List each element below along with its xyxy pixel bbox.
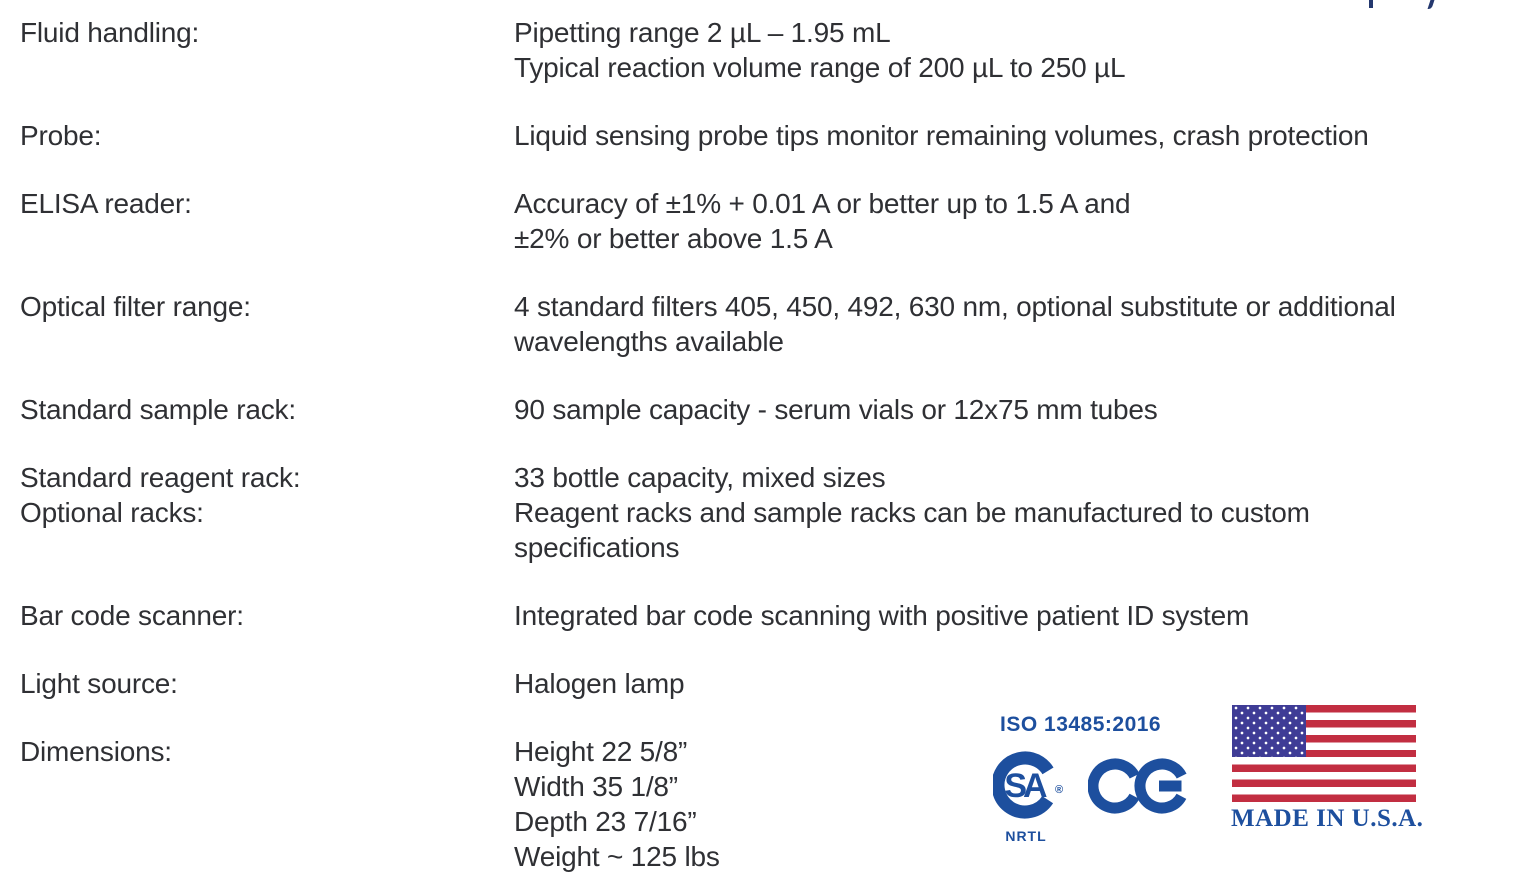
cropped-text-fragment: [1369, 0, 1373, 8]
spec-value: 90 sample capacity - serum vials or 12x75 mm tubes: [514, 394, 1158, 425]
cropped-text-fragment: [1428, 0, 1435, 9]
spec-label: ELISA reader:: [20, 188, 192, 219]
registered-trademark-icon: ®: [1055, 784, 1063, 796]
csa-nrtl-icon: [993, 745, 1063, 845]
spec-label: Dimensions:: [20, 736, 172, 767]
us-flag-icon: [1232, 705, 1416, 802]
spec-label: Standard reagent rack:: [20, 462, 301, 493]
nrtl-label: NRTL: [1005, 828, 1047, 844]
spec-value: Typical reaction volume range of 200 µL to 250 µL: [514, 52, 1126, 83]
spec-row: [0, 598, 1531, 633]
spec-value: Halogen lamp: [514, 668, 685, 699]
spec-value: ±2% or better above 1.5 A: [514, 223, 833, 254]
spec-label: Fluid handling:: [20, 17, 200, 48]
spec-value: Liquid sensing probe tips monitor remaining volumes, crash protection: [514, 120, 1369, 151]
spec-value: Integrated bar code scanning with positive patient ID system: [514, 600, 1250, 631]
made-in-usa-label: MADE IN U.S.A.: [1231, 805, 1424, 832]
spec-label: Light source:: [20, 668, 178, 699]
spec-value: Reagent racks and sample racks can be manufactured to custom: [514, 497, 1310, 528]
spec-value: Depth 23 7/16”: [514, 806, 697, 837]
spec-value: Weight ~ 125 lbs: [514, 841, 720, 872]
csa-monogram: SA: [1004, 767, 1044, 805]
spec-row: [0, 15, 1531, 85]
spec-row: [0, 666, 1531, 701]
certification-logos: [985, 700, 1435, 860]
iso-13485-label: ISO 13485:2016: [1000, 713, 1162, 736]
spec-row: [0, 186, 1531, 256]
spec-row: [0, 392, 1531, 427]
spec-label: Probe:: [20, 120, 102, 151]
spec-label: Optical filter range:: [20, 291, 251, 322]
spec-label: Optional racks:: [20, 497, 204, 528]
spec-value: 4 standard filters 405, 450, 492, 630 nm, optional substitute or additional: [514, 291, 1396, 322]
spec-value: Accuracy of ±1% + 0.01 A or better up to 1.5 A and: [514, 188, 1131, 219]
spec-label: Bar code scanner:: [20, 600, 244, 631]
spec-value: Width 35 1/8”: [514, 771, 678, 802]
us-flag-canton: [1232, 705, 1306, 757]
spec-value: specifications: [514, 532, 680, 563]
spec-row: [0, 289, 1531, 359]
spec-row: [0, 460, 1531, 565]
spec-label: Standard sample rack:: [20, 394, 296, 425]
spec-value: Pipetting range 2 µL – 1.95 mL: [514, 17, 891, 48]
spec-value: wavelengths available: [514, 326, 784, 357]
spec-value: Height 22 5/8”: [514, 736, 688, 767]
spec-value: 33 bottle capacity, mixed sizes: [514, 462, 886, 493]
spec-row: [0, 118, 1531, 153]
ce-mark-icon: [1088, 755, 1188, 817]
